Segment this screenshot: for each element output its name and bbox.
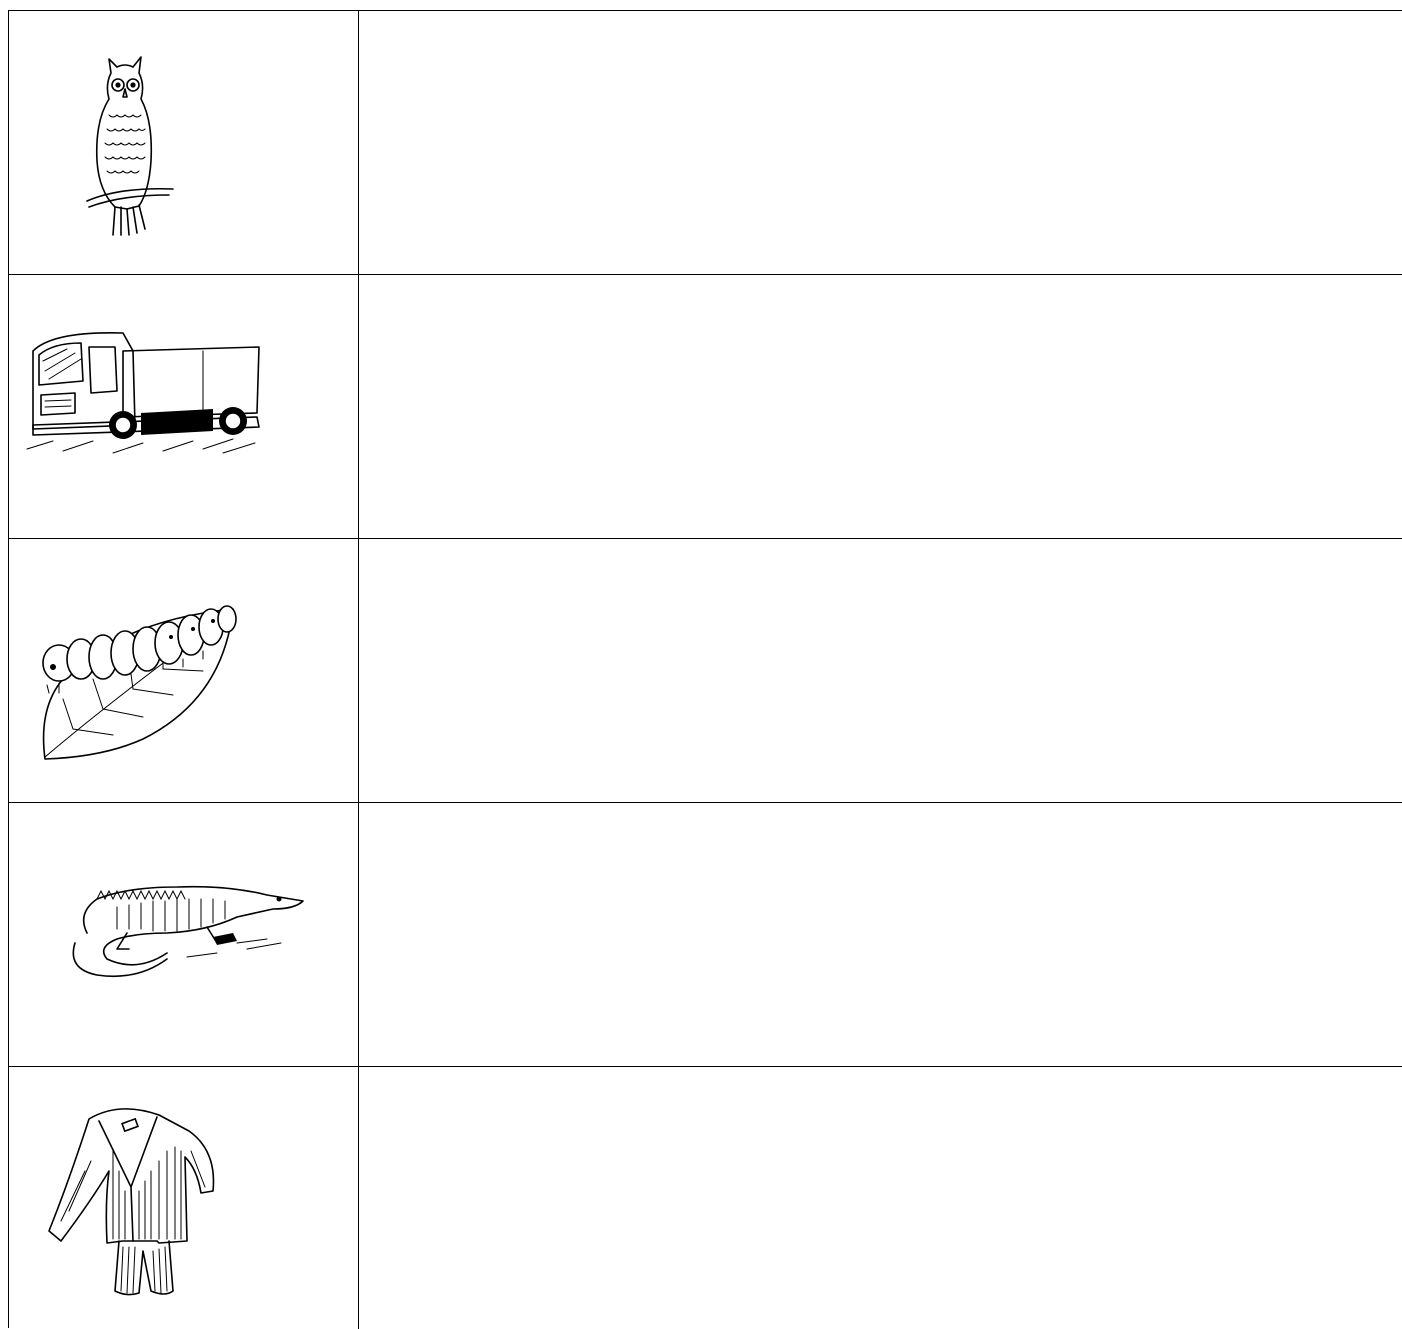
table-row xyxy=(9,275,1402,539)
caterpillar-picture xyxy=(33,589,248,761)
picture-cell xyxy=(9,803,359,1066)
table-row xyxy=(9,539,1402,803)
writing-cell[interactable] xyxy=(359,275,1402,538)
picture-cell xyxy=(9,1067,359,1329)
table-row xyxy=(9,11,1402,275)
table-row xyxy=(9,1067,1402,1329)
table-row xyxy=(9,803,1402,1067)
writing-cell[interactable] xyxy=(359,803,1402,1066)
truck-picture xyxy=(23,321,263,461)
picture-cell xyxy=(9,11,359,274)
writing-cell[interactable] xyxy=(359,11,1402,274)
owl-picture xyxy=(69,51,179,236)
picture-cell xyxy=(9,275,359,538)
picture-cell xyxy=(9,539,359,802)
crocodile-picture xyxy=(67,873,307,983)
writing-cell[interactable] xyxy=(359,1067,1402,1329)
writing-cell[interactable] xyxy=(359,539,1402,802)
suit-picture xyxy=(39,1091,219,1301)
worksheet-table xyxy=(8,10,1402,1328)
